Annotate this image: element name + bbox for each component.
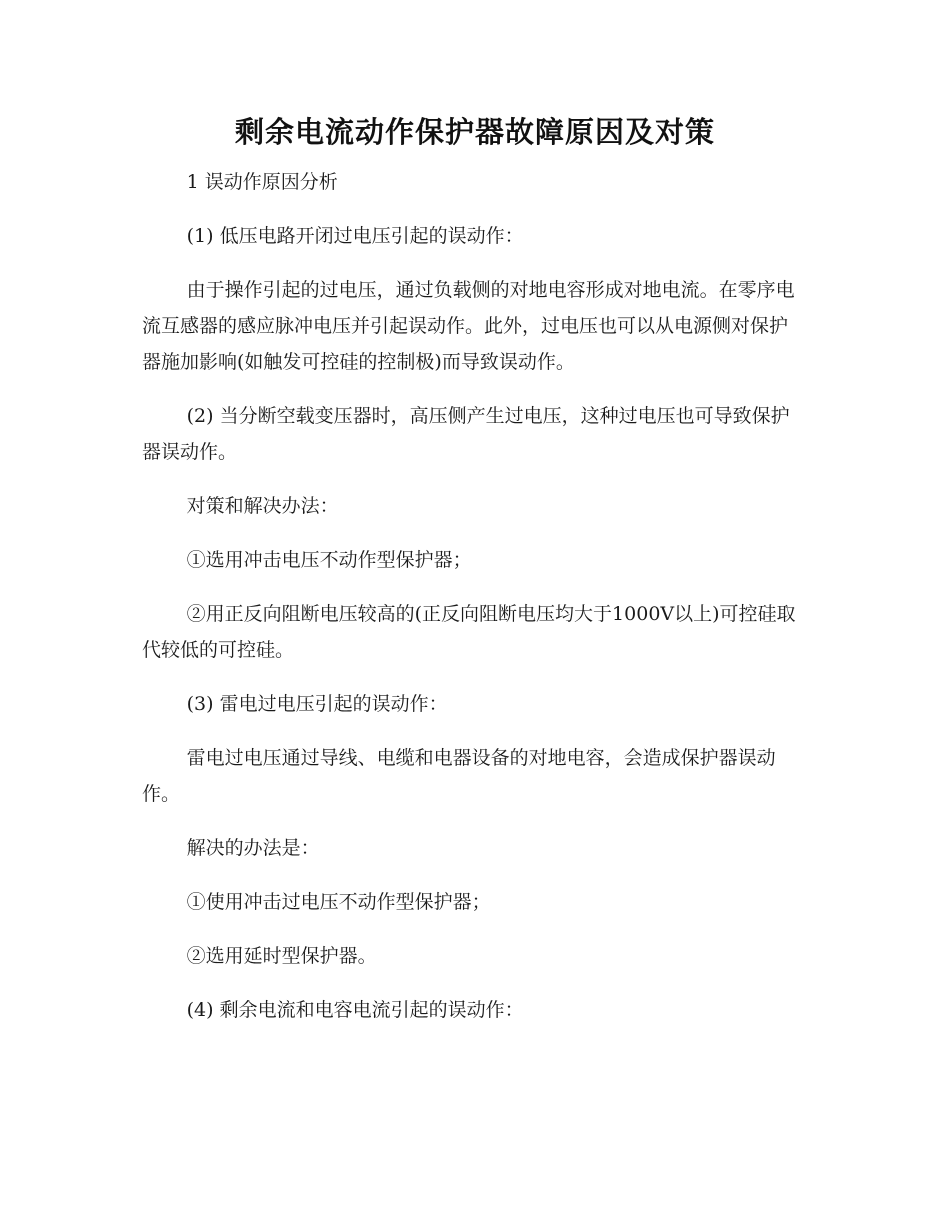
body-paragraph: 雷电过电压通过导线、电缆和电器设备的对地电容，会造成保护器误动作。 (142, 747, 776, 805)
subsection-heading: (3) 雷电过电压引起的误动作： (186, 693, 448, 715)
subsection-heading: (1) 低压电路开闭过电压引起的误动作： (186, 225, 524, 247)
document-body (142, 164, 798, 1046)
subsection-heading: (4) 剩余电流和电容电流引起的误动作： (186, 999, 524, 1021)
document-title: 剩余电流动作保护器故障原因及对策 (234, 115, 715, 149)
list-item: ①使用冲击过电压不动作型保护器； (186, 891, 491, 913)
list-item: ②用正反向阻断电压较高的(正反向阻断电压均大于1000V以上)可控硅取代较低的可控硅。 (142, 603, 796, 661)
body-paragraph: 对策和解决办法： (186, 495, 339, 517)
section-heading: 1 误动作原因分析 (186, 171, 338, 193)
body-paragraph: 解决的办法是： (186, 837, 320, 859)
body-paragraph: 由于操作引起的过电压，通过负载侧的对地电容形成对地电流。在零序电流互感器的感应脉冲电压并引起误动作。此外，过电压也可以从电源侧对保护器施加影响(如触发可控硅的控制极)而导致误动作。 (142, 279, 795, 373)
list-item: ①选用冲击电压不动作型保护器； (186, 549, 472, 571)
list-item: ②选用延时型保护器。 (186, 945, 377, 967)
body-paragraph: (2) 当分断空载变压器时，高压侧产生过电压，这种过电压也可导致保护器误动作。 (142, 405, 790, 463)
